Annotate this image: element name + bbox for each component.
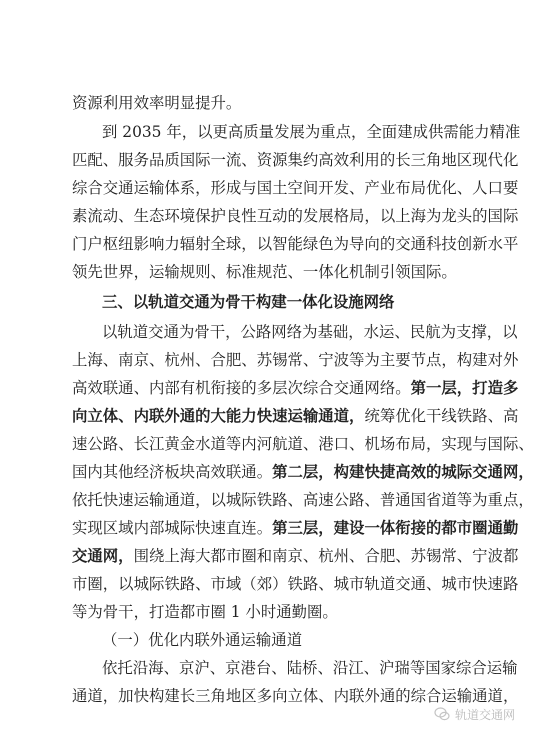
text-line (72, 517, 519, 539)
text-line: 依托沿海、京沪、京港台、陆桥、沿江、沪瑞等国家综合运输 (102, 659, 518, 677)
text-line: 匹配、服务品质国际一流、资源集约高效利用的长三角地区现代化 (72, 151, 519, 169)
text-line: 通道，加快构建长三角地区多向立体、内联外通的综合运输通道， (72, 687, 519, 705)
text-line (72, 461, 534, 483)
bold-run: 第三层，建设一体衔接的都市圈通勤 (272, 519, 519, 537)
text-line: 上海、南京、杭州、合肥、苏锡常、宁波等为主要节点，构建对外 (72, 351, 519, 369)
text-line: 依托快速运输通道，以城际铁路、高速公路、普通国省道等为重点， (72, 491, 534, 509)
bold-run: 第二层，构建快捷高效的城际交通网， (272, 463, 534, 481)
section-heading: 三、以轨道交通为骨干构建一体化设施网络 (102, 293, 395, 311)
text-line: 资源利用效率明显提升。 (72, 94, 242, 112)
bold-run: 第一层，打造多 (410, 379, 519, 397)
text-line (72, 405, 519, 427)
text-run: 统筹优化干线铁路、高 (364, 407, 519, 425)
text-line: 素流动、生态环境保护良性互动的发展格局，以上海为龙头的国际 (72, 207, 519, 225)
text-run: 高效联通、内部有机衔接的多层次综合交通网络。 (72, 379, 411, 397)
text-line: 到 2035 年，以更高质量发展为重点，全面建成供需能力精准 (102, 123, 521, 141)
text-run: 围绕上海大都市圈和南京、杭州、合肥、苏锡常、宁波都 (133, 547, 519, 565)
text-line: 门户枢纽影响力辐射全球，以智能绿色为导向的交通科技创新水平 (72, 235, 519, 253)
text-run: 实现区域内部城际快速直连。 (72, 519, 273, 537)
wechat-logo-icon (434, 706, 450, 722)
text-line (72, 377, 519, 399)
watermark (434, 704, 515, 724)
text-line: 等为骨干，打造都市圈 1 小时通勤圈。 (72, 603, 338, 621)
watermark-text: 轨道交通网 (454, 707, 515, 722)
text-line: 速公路、长江黄金水道等内河航道、港口、机场布局，实现与国际、 (72, 435, 534, 453)
bold-run: 向立体、内联外通的大能力快速运输通道， (72, 407, 365, 425)
text-run: 国内其他经济板块高效联通。 (72, 463, 273, 481)
text-line (72, 545, 519, 567)
text-line: 领先世界，运输规则、标准规范、一体化机制引领国际。 (72, 263, 457, 281)
bold-run: 交通网， (72, 547, 134, 565)
text-line: 以轨道交通为骨干，公路网络为基础，水运、民航为支撑，以 (102, 323, 518, 341)
text-line: 综合交通运输体系，形成与国土空间开发、产业布局优化、人口要 (72, 179, 519, 197)
text-line: 市圈，以城际铁路、市域（郊）铁路、城市轨道交通、城市快速路 (72, 575, 519, 593)
subsection-heading: （一）优化内联外通运输通道 (102, 631, 303, 649)
